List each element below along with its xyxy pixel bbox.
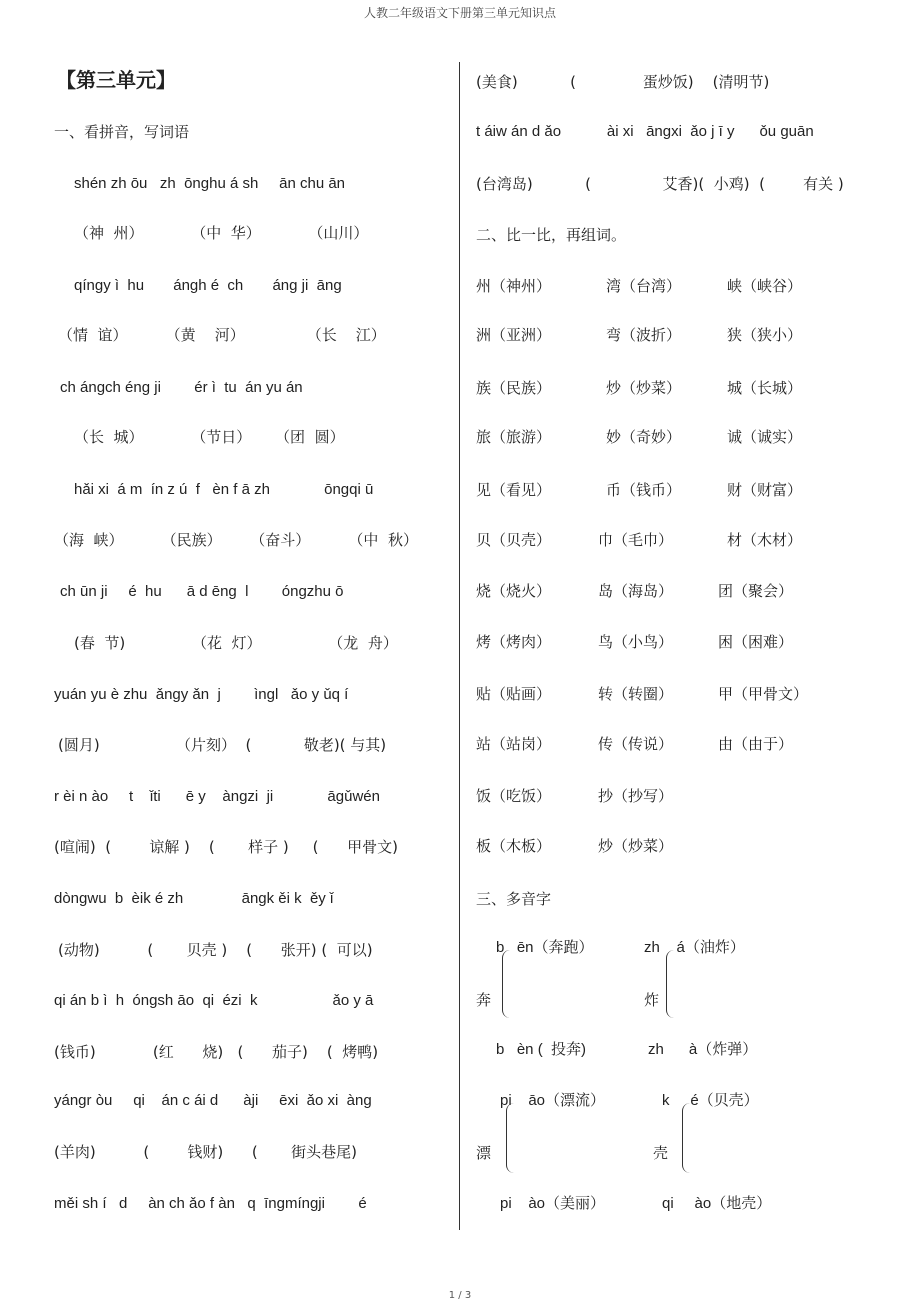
pinyin-line: shén zh ōu zh ōnghu á sh ān chu ān (74, 175, 346, 192)
compare-item: 弯（波折） (606, 326, 682, 344)
compare-item: 板（木板） (476, 837, 552, 855)
compare-item: 峡（峡谷） (727, 277, 803, 295)
section-1-heading: 一、看拼音，写词语 (54, 123, 190, 141)
compare-item: 转（转圈） (598, 685, 674, 703)
word-line: （情 谊） （黄 河） （长 江） (58, 326, 386, 344)
pinyin-line: yuán yu è zhu ǎngy ǎn j ìngl ǎo y ǔq í (54, 686, 349, 703)
compare-item: 巾（毛巾） (598, 531, 674, 549)
compare-item: 烧（烧火） (476, 582, 552, 600)
unit-title: 【第三单元】 (56, 68, 176, 92)
word-line: (春 节) （花 灯） （龙 舟） (74, 634, 398, 652)
word-line: (动物) ( 贝壳 ) ( 张开) ( 可以) (58, 941, 373, 959)
word-line: （神 州） （中 华） （山川） (74, 224, 369, 242)
poly-char: 炸 (644, 991, 660, 1009)
compare-item: 狭（狭小） (727, 326, 803, 344)
word-line: (圆月) （片刻） ( 敬老)( 与其) (58, 736, 387, 754)
pinyin-line: r èi n ào t ǐti ē y àngzi ji āgǔwén (54, 788, 380, 805)
word-line: （长 城） （节日） （团 圆） (74, 428, 345, 446)
compare-item: 湾（台湾） (606, 277, 682, 295)
pinyin-line: hǎi xi á m ín z ú f èn f ā zh ōngqi ū (74, 481, 374, 498)
pinyin-line: t áiw án d ǎo ài xi āngxi ǎo j ī y ǒu guān (476, 123, 814, 140)
compare-item: 财（财富） (727, 481, 803, 499)
page-header: 人教二年级语文下册第三单元知识点 (363, 6, 556, 20)
pinyin-line: qíngy ì hu ángh é ch áng ji āng (74, 277, 342, 294)
compare-item: 站（站岗） (476, 735, 552, 753)
compare-item: 饭（吃饭） (476, 787, 552, 805)
compare-item: 炒（炒菜） (606, 379, 682, 397)
poly-char: 奔 (476, 991, 492, 1009)
compare-item: 抄（抄写） (598, 787, 674, 805)
word-line: （海 峡） （民族） （奋斗） （中 秋） (54, 531, 418, 549)
compare-item: 烤（烤肉） (476, 633, 552, 651)
brace-icon (682, 1103, 693, 1173)
compare-item: 团（聚会） (718, 582, 794, 600)
compare-item: 族（民族） (476, 379, 552, 397)
reading-1: k é（贝壳） (662, 1092, 759, 1109)
reading-2: pi ào（美丽） (500, 1195, 606, 1212)
pinyin-line: yángr òu qi án c ái d àji ēxi ǎo xi àng (54, 1092, 372, 1109)
section-2-heading: 二、比一比，再组词。 (476, 226, 627, 244)
pinyin-line: dòngwu b èik é zh āngk ěi k ěy ǐ (54, 890, 334, 907)
compare-item: 甲（甲骨文） (718, 685, 809, 703)
compare-item: 贝（贝壳） (476, 531, 552, 549)
compare-item: 妙（奇妙） (606, 428, 682, 446)
word-line: (台湾岛) ( 艾香)( 小鸡) ( 有关 ) (476, 175, 844, 193)
poly-char: 漂 (476, 1144, 492, 1162)
word-line: (喧闹) ( 谅解 ) ( 样子 ) ( 甲骨文) (54, 838, 398, 856)
pinyin-line: ch ángch éng ji ér ì tu án yu án (60, 379, 303, 396)
reading-2: qi ào（地壳） (662, 1195, 772, 1212)
word-line: (钱币) (红 烧) ( 茄子) ( 烤鸭) (54, 1043, 379, 1061)
compare-item: 贴（贴画） (476, 685, 552, 703)
compare-item: 币（钱币） (606, 481, 682, 499)
pinyin-line: qi án b ì h óngsh āo qi ézi k ǎo y ā (54, 992, 374, 1009)
compare-item: 材（木材） (727, 531, 803, 549)
compare-item: 困（困难） (718, 633, 794, 651)
brace-icon (502, 950, 513, 1018)
reading-1: pi āo（漂流） (500, 1092, 606, 1109)
compare-item: 洲（亚洲） (476, 326, 552, 344)
compare-item: 由（由于） (718, 735, 794, 753)
reading-1: b ēn（奔跑） (496, 939, 594, 956)
compare-item: 炒（炒菜） (598, 837, 674, 855)
column-divider (459, 62, 460, 1230)
compare-item: 传（传说） (598, 735, 674, 753)
compare-item: 鸟（小鸟） (598, 633, 674, 651)
brace-icon (506, 1103, 517, 1173)
compare-item: 诚（诚实） (727, 428, 803, 446)
compare-item: 州（神州） (476, 277, 552, 295)
pinyin-line: ch ūn ji é hu ā d ēng l óngzhu ō (60, 583, 344, 600)
pinyin-line: měi sh í d àn ch ǎo f àn q īngmíngji é (54, 1195, 367, 1212)
word-line: (羊肉) ( 钱财) ( 街头巷尾) (54, 1143, 357, 1161)
poly-char: 壳 (653, 1144, 669, 1162)
compare-item: 城（长城） (727, 379, 803, 397)
compare-item: 岛（海岛） (598, 582, 674, 600)
compare-item: 见（看见） (476, 481, 552, 499)
page-number: 1 / 3 (448, 1290, 472, 1301)
reading-1: zh á（油炸） (644, 939, 745, 956)
word-line: (美食) ( 蛋炒饭) (清明节) (476, 73, 770, 91)
reading-2: b èn ( 投奔) (496, 1041, 587, 1058)
brace-icon (666, 950, 677, 1018)
section-3-heading: 三、多音字 (476, 890, 552, 908)
reading-2: zh à（炸弹） (648, 1041, 758, 1058)
compare-item: 旅（旅游） (476, 428, 552, 446)
